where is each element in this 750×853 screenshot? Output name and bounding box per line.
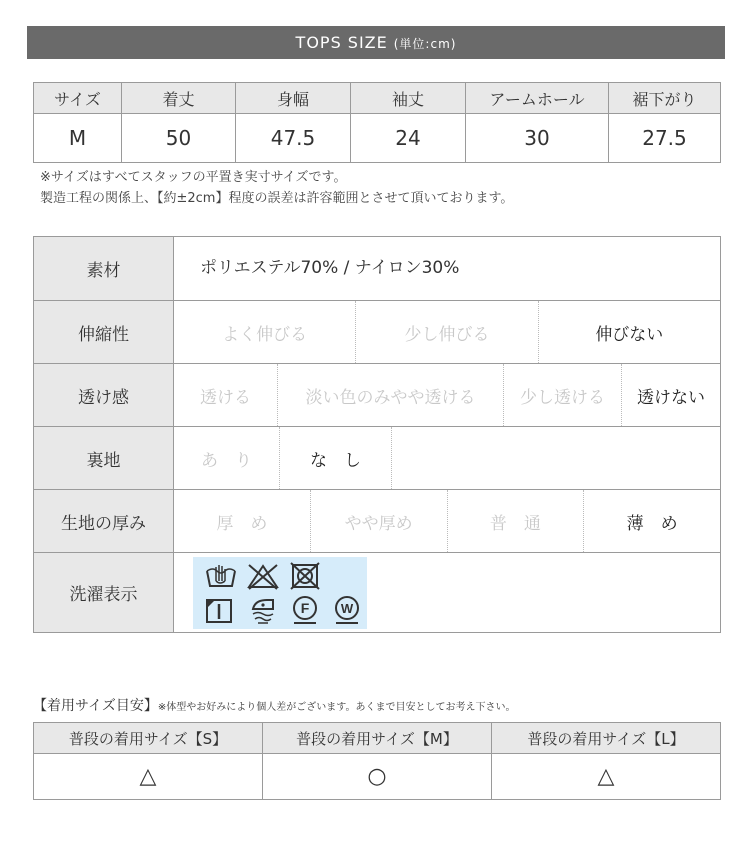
spec-row-lining [34,427,721,490]
dry-clean-f-icon [287,595,323,625]
size-header-unit: (単位:cm) [393,37,457,51]
size-notes [40,167,513,209]
size-cell: M [34,114,122,163]
lining-option: あ り [174,427,280,489]
size-table [33,82,721,163]
spec-label: 透け感 [34,364,174,427]
lining-empty-cell [392,427,720,489]
size-col-header: 袖丈 [351,83,466,114]
fit-guide-title [33,695,515,715]
svg-text:F: F [300,599,310,616]
fit-guide-header-row [34,723,721,754]
fit-mark: △ [492,754,721,800]
fit-guide-mark-row [34,754,721,800]
lining-option-selected: な し [280,427,392,489]
spec-label: 素材 [34,237,174,301]
size-col-header: 着丈 [122,83,236,114]
spec-table [33,236,721,633]
fit-col-header: 普段の着用サイズ【S】 [34,723,263,754]
fit-mark: △ [34,754,263,800]
stretch-option: よく伸びる [174,301,356,363]
thickness-option: 厚 め [174,490,311,552]
no-bleach-icon [245,561,281,591]
spec-label: 生地の厚み [34,490,174,553]
size-col-header: アームホール [466,83,609,114]
note-line: 製造工程の関係上、【約±2cm】程度の誤差は許容範囲とさせて頂いております。 [40,191,514,206]
size-cell: 47.5 [236,114,351,163]
svg-text:W: W [340,600,354,616]
fit-col-header: 普段の着用サイズ【L】 [492,723,721,754]
size-table-value-row [34,114,721,163]
thickness-option: 普 通 [448,490,585,552]
stretch-option: 少し伸びる [356,301,538,363]
fit-col-header: 普段の着用サイズ【M】 [263,723,492,754]
spec-row-thickness [34,490,721,553]
care-symbols [193,557,367,629]
hand-wash-icon [203,561,239,591]
material-value: ポリエステル70% / ナイロン30% [200,258,460,278]
size-cell: 50 [122,114,236,163]
spec-row-care [34,553,721,633]
fit-guide-note: ※体型やお好みにより個人差がございます。あくまで目安としてお考え下さい。 [157,702,516,713]
size-col-header: サイズ [34,83,122,114]
size-col-header: 裾下がり [609,83,721,114]
sheer-option: 透ける [174,364,278,426]
size-table-header-row [34,83,721,114]
spec-label: 伸縮性 [34,301,174,364]
iron-low-icon [245,595,281,625]
no-tumble-dry-icon [287,561,323,591]
thickness-option: やや厚め [311,490,448,552]
wet-clean-w-icon [329,595,365,625]
size-cell: 30 [466,114,609,163]
fit-guide-table [33,722,721,800]
spec-row-material [34,237,721,301]
spec-label: 裏地 [34,427,174,490]
spec-row-stretch [34,301,721,364]
thickness-option-selected: 薄 め [626,513,678,534]
stretch-option-selected: 伸びない [595,324,664,345]
sheer-option: 少し透ける [504,364,622,426]
sheer-option: 淡い色のみやや透ける [278,364,504,426]
line-dry-shade-icon [203,595,239,625]
note-line: ※サイズはすべてスタッフの平置き実寸サイズです。 [40,170,347,185]
size-header-title: TOPS SIZE [295,33,388,52]
size-cell: 27.5 [609,114,721,163]
spec-label: 洗濯表示 [34,553,174,633]
size-header-bar [27,26,725,59]
fit-guide-heading: 【着用サイズ目安】 [33,698,158,714]
fit-mark: ○ [263,754,492,800]
spec-row-sheer [34,364,721,427]
size-col-header: 身幅 [236,83,351,114]
size-cell: 24 [351,114,466,163]
sheer-option-selected: 透けない [637,387,705,408]
